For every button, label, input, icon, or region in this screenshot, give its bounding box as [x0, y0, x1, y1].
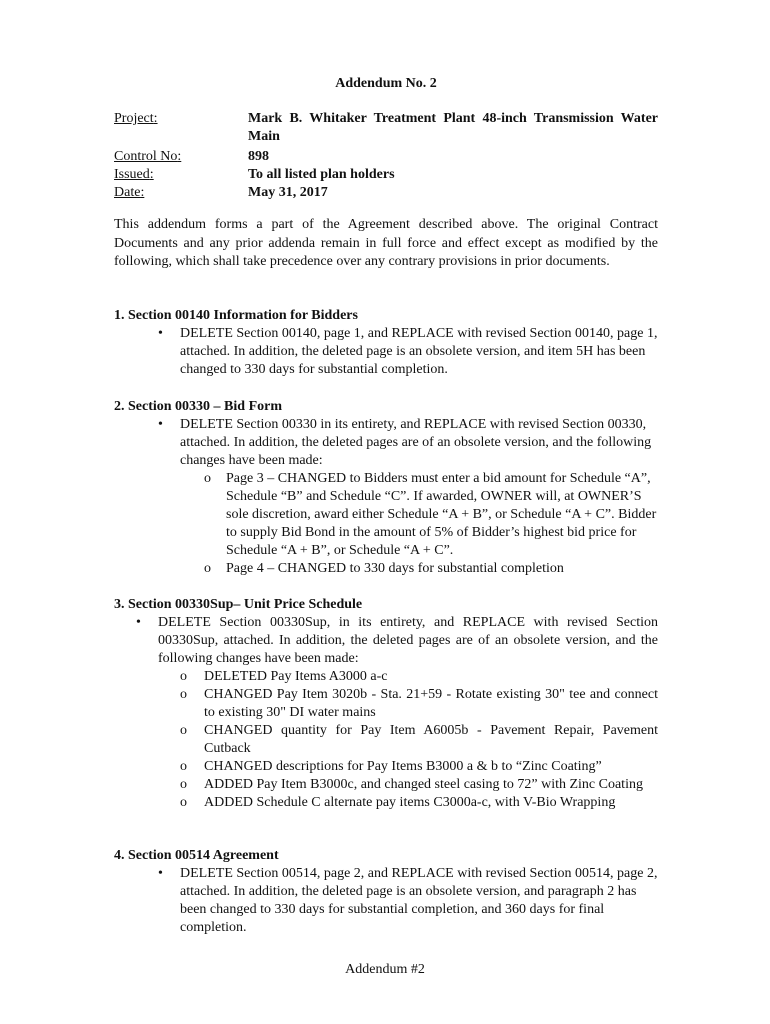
section-3	[114, 596, 658, 812]
date-row: Date: May 31, 2017	[114, 184, 658, 202]
issued-label: Issued	[114, 167, 150, 182]
sub-item	[114, 758, 658, 776]
sub-item	[114, 776, 658, 794]
section-1	[114, 307, 658, 379]
bullet-item	[114, 325, 658, 379]
bullet-text: DELETE Section 00330Sup, in its entirety, and REPLACE with revised Section 00330Sup, attached. In addition, the deleted pages are of an obsolete version, and the following changes have been made:	[158, 615, 658, 666]
sub-item	[114, 668, 658, 686]
sub-item-text: CHANGED quantity for Pay Item A6005b - Pavement Repair, Pavement Cutback	[204, 723, 658, 756]
sub-item	[114, 470, 658, 560]
sub-item-text: CHANGED descriptions for Pay Items B3000 a & b to “Zinc Coating”	[204, 759, 602, 774]
sub-item	[114, 560, 658, 578]
bullet-icon: •	[158, 326, 163, 341]
bullet-icon: •	[136, 615, 141, 630]
control-label: Control No	[114, 149, 178, 164]
header-info	[114, 110, 658, 202]
sub-item-text: DELETED Pay Items A3000 a-c	[204, 669, 388, 684]
section-heading: 2. Section 00330 – Bid Form	[114, 399, 282, 414]
section-heading: 1. Section 00140 Information for Bidders	[114, 308, 358, 323]
date-value: May 31, 2017	[248, 185, 328, 200]
intro-paragraph: This addendum forms a part of the Agreement described above. The original Contract Documents and any prior addenda remain in full force and effect except as modified by the following, which shall take precedence over any contrary provisions in prior documents.	[114, 217, 658, 269]
project-label: Project	[114, 111, 154, 126]
circle-bullet-icon: o	[180, 795, 187, 810]
issued-row: Issued: To all listed plan holders	[114, 166, 658, 184]
sub-item-text: Page 4 – CHANGED to 330 days for substantial completion	[226, 561, 564, 576]
section-heading: 4. Section 00514 Agreement	[114, 848, 279, 863]
circle-bullet-icon: o	[180, 669, 187, 684]
sub-item-text: ADDED Pay Item B3000c, and changed steel casing to 72” with Zinc Coating	[204, 777, 643, 792]
sub-item	[114, 686, 658, 722]
sub-item-text: Page 3 – CHANGED to Bidders must enter a bid amount for Schedule “A”, Schedule “B” and Schedule “C”. If awarded, OWNER will, at OWNER’S sole discretion, award either Schedule “A + B”, or Schedule “A + C”. Bidder to supply Bid Bond in the amount of 5% of Bidder’s highest bid price for Schedule “A + B”, or Schedule “A + C”.	[226, 471, 657, 558]
bullet-item	[114, 865, 658, 937]
circle-bullet-icon: o	[180, 777, 187, 792]
circle-bullet-icon: o	[204, 561, 211, 576]
bullet-item	[114, 416, 658, 470]
sub-item	[114, 794, 658, 812]
sub-item-text: CHANGED Pay Item 3020b - Sta. 21+59 - Rotate existing 30" tee and connect to existing 30" DI water mains	[204, 687, 658, 720]
section-4	[114, 847, 658, 937]
circle-bullet-icon: o	[204, 471, 211, 486]
page-footer: Addendum #2	[345, 962, 425, 977]
bullet-text: DELETE Section 00514, page 2, and REPLACE with revised Section 00514, page 2, attached. In addition, the deleted page is an obsolete version, and paragraph 2 has been changed to 330 days for substantial completion, and 360 days for final completion.	[180, 866, 658, 935]
bullet-icon: •	[158, 417, 163, 432]
circle-bullet-icon: o	[180, 687, 187, 702]
document-title: Addendum No. 2	[335, 76, 437, 91]
circle-bullet-icon: o	[180, 759, 187, 774]
bullet-icon: •	[158, 866, 163, 881]
bullet-item	[114, 614, 658, 668]
circle-bullet-icon: o	[180, 723, 187, 738]
project-row: Project: Mark B. Whitaker Treatment Plant 48-inch Transmission Water Main	[114, 111, 658, 144]
section-2	[114, 398, 658, 578]
section-heading: 3. Section 00330Sup– Unit Price Schedule	[114, 597, 363, 612]
sub-item-text: ADDED Schedule C alternate pay items C3000a-c, with V-Bio Wrapping	[204, 795, 616, 810]
bullet-text: DELETE Section 00330 in its entirety, and REPLACE with revised Section 00330, attached. In addition, the deleted pages are of an obsolete version, and the following changes have been made:	[180, 417, 652, 468]
date-label: Date	[114, 185, 141, 200]
project-value: Mark B. Whitaker Treatment Plant 48-inch Transmission Water Main	[248, 111, 658, 144]
control-row: Control No: 898	[114, 148, 658, 166]
bullet-text: DELETE Section 00140, page 1, and REPLACE with revised Section 00140, page 1, attached. In addition, the deleted page is an obsolete version, and item 5H has been changed to 330 days for substantial completion.	[180, 326, 658, 377]
sub-item	[114, 722, 658, 758]
control-value: 898	[248, 149, 269, 164]
issued-value: To all listed plan holders	[248, 167, 395, 182]
